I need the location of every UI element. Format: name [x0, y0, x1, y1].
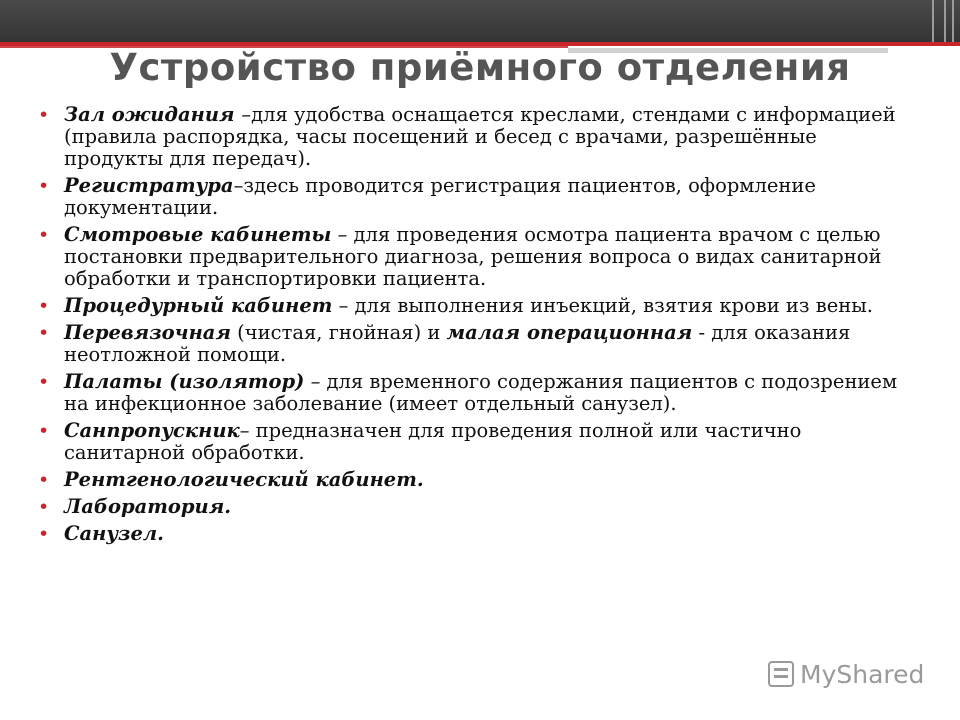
item-term: Зал ожидания [64, 103, 242, 126]
bullet-icon: • [38, 224, 50, 246]
list-item [38, 322, 898, 366]
watermark-text: MyShared [800, 659, 925, 689]
list-item [38, 175, 898, 219]
bullet-icon: • [38, 175, 50, 197]
presentation-icon [768, 661, 794, 687]
item-term: Рентгенологический кабинет. [64, 468, 424, 491]
list-item [38, 295, 898, 317]
item-term-secondary: малая операционная [446, 321, 693, 344]
item-text: – для временного содержания пациентов с подозрением на инфекционное заболевание (имеет отдельный санузел). [64, 370, 898, 415]
list-item [38, 469, 898, 491]
bullet-icon: • [38, 322, 50, 344]
item-text: – для проведения осмотра пациента врачом с целью постановки предварительного диагноза, решения вопроса о видах санитарной обработки и транспортировки пациента. [64, 223, 882, 290]
bullet-list [38, 104, 898, 550]
list-item [38, 224, 898, 290]
watermark-logo [768, 656, 924, 692]
list-item [38, 523, 898, 545]
bullet-icon: • [38, 496, 50, 518]
bullet-icon: • [38, 371, 50, 393]
top-decor-bar [0, 0, 960, 42]
decor-line [932, 0, 934, 42]
item-term: Палаты (изолятор) [64, 370, 305, 393]
bullet-icon: • [38, 420, 50, 442]
bullet-icon: • [38, 104, 50, 126]
slide-title: Устройство приёмного отделения [109, 46, 851, 89]
item-text: –для удобства оснащается креслами, стендами с информацией (правила распорядка, часы посещений и бесед с врачами, разрешённые продукты для передач). [64, 103, 896, 170]
decor-line [944, 0, 946, 42]
item-term: Регистратура [64, 174, 234, 197]
list-item [38, 104, 898, 170]
item-term: Санпропускник [64, 419, 240, 442]
item-term: Процедурный кабинет [64, 294, 333, 317]
item-term: Перевязочная [64, 321, 231, 344]
item-term: Смотровые кабинеты [64, 223, 332, 246]
bullet-icon: • [38, 295, 50, 317]
item-text: – предназначен для проведения полной или частично санитарной обработки. [64, 419, 802, 464]
item-term: Санузел. [64, 522, 164, 545]
list-item [38, 371, 898, 415]
decor-line [952, 0, 954, 42]
item-text-secondary: - для оказания неотложной помощи. [64, 321, 851, 366]
item-text: – для выполнения инъекций, взятия крови из вены. [332, 294, 873, 317]
bullet-icon: • [38, 469, 50, 491]
item-term: Лаборатория. [64, 495, 231, 518]
item-text: (чистая, гнойная) и [230, 321, 447, 344]
item-text: –здесь проводится регистрация пациентов, оформление документации. [64, 174, 816, 219]
list-item [38, 496, 898, 518]
list-item [38, 420, 898, 464]
bullet-icon: • [38, 523, 50, 545]
